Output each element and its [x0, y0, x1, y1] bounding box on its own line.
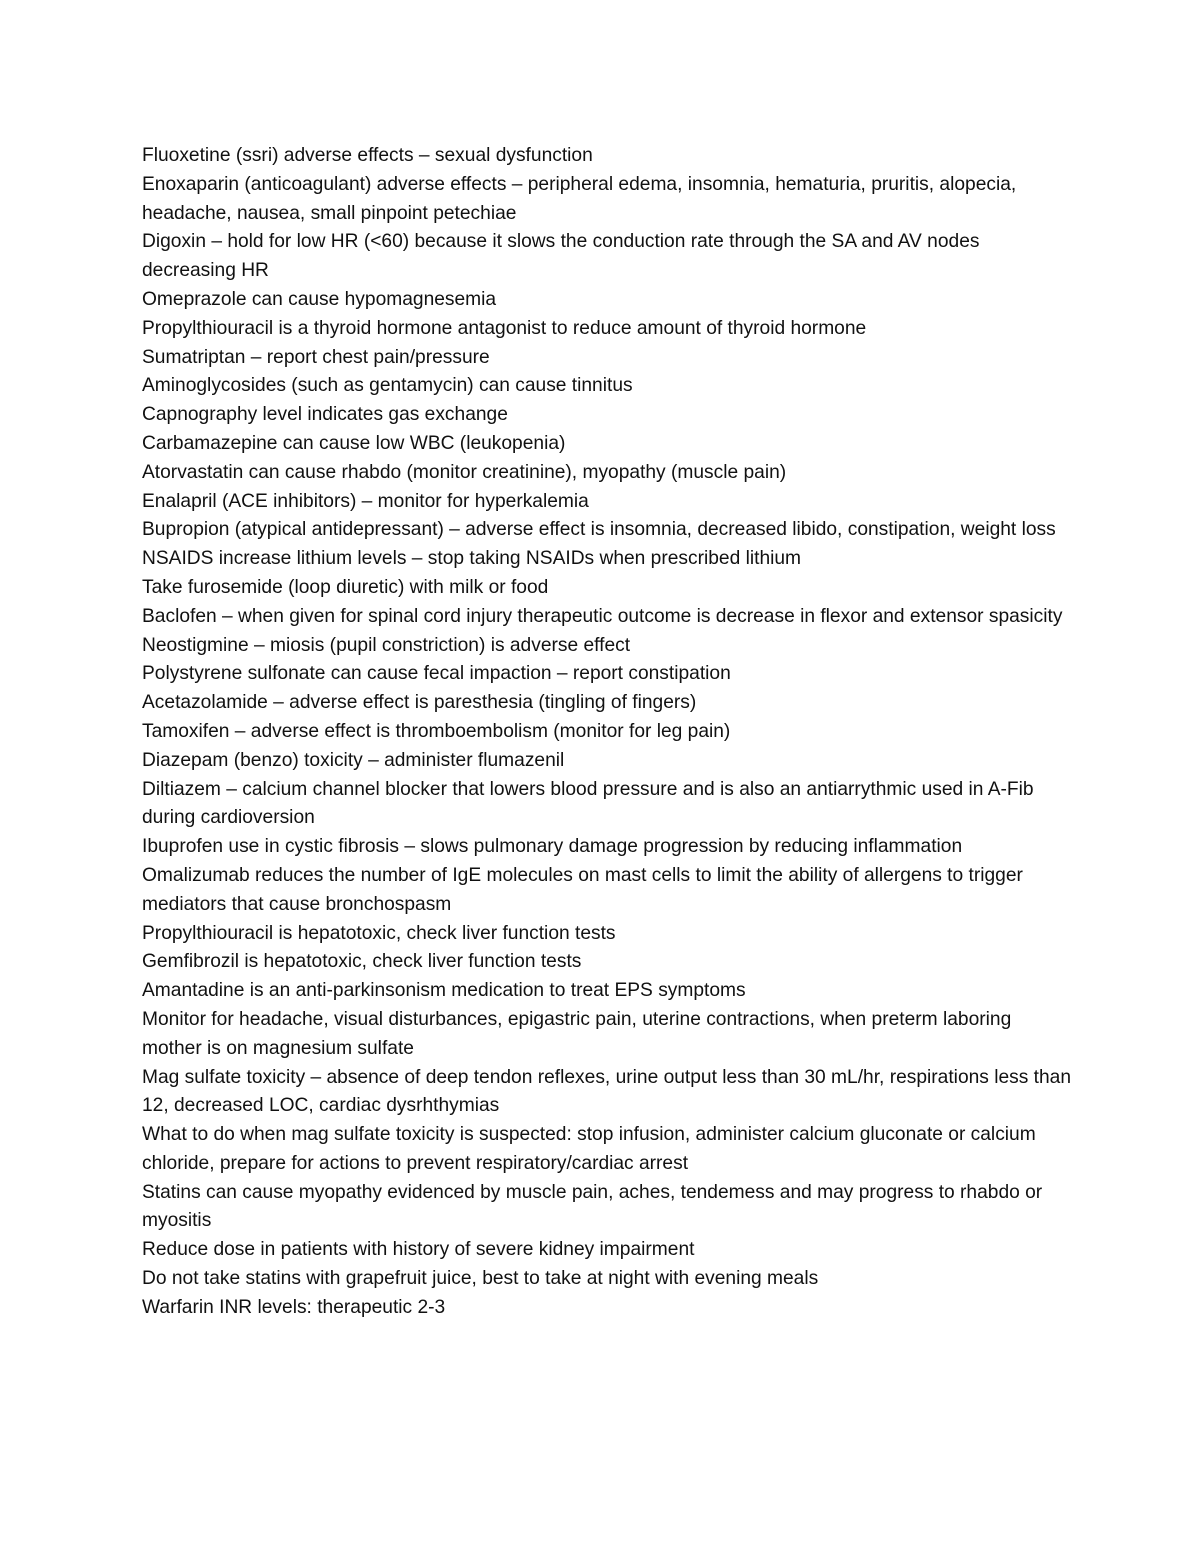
note-line: Omeprazole can cause hypomagnesemia: [142, 288, 497, 310]
note-line: Carbamazepine can cause low WBC (leukopenia): [142, 432, 566, 454]
note-line: Propylthiouracil is hepatotoxic, check liver function tests: [142, 922, 616, 944]
note-line: Monitor for headache, visual disturbances, epigastric pain, uterine contractions, when preterm laboring mother is on magnesium sulfate: [142, 1008, 1012, 1059]
note-line: Fluoxetine (ssri) adverse effects – sexual dysfunction: [142, 145, 593, 166]
note-line: Baclofen – when given for spinal cord injury therapeutic outcome is decrease in flexor and extensor spasicity: [142, 605, 1063, 627]
note-line: Polystyrene sulfonate can cause fecal impaction – report constipation: [142, 663, 731, 685]
note-line: Digoxin – hold for low HR (<60) because it slows the conduction rate through the SA and AV nodes decreasing HR: [142, 231, 980, 282]
note-line: What to do when mag sulfate toxicity is suspected: stop infusion, administer calcium gluconate or calcium chloride, prepare for actions to prevent respiratory/cardiac arrest: [142, 1124, 1036, 1174]
note-line: Enoxaparin (anticoagulant) adverse effects – peripheral edema, insomnia, hematuria, pruritis, alopecia, headache, nausea, small pinpoint petechiae: [142, 173, 1017, 224]
note-line: Enalapril (ACE inhibitors) – monitor for hyperkalemia: [142, 490, 589, 512]
note-line: Omalizumab reduces the number of IgE molecules on mast cells to limit the ability of allergens to trigger mediators that cause bronchospasm: [142, 864, 1023, 915]
note-line: Diazepam (benzo) toxicity – administer flumazenil: [142, 749, 565, 771]
note-line: Warfarin INR levels: therapeutic 2-3: [142, 1296, 446, 1318]
note-line: Gemfibrozil is hepatotoxic, check liver function tests: [142, 951, 582, 973]
document-body: [142, 142, 1072, 1323]
note-line: Do not take statins with grapefruit juice, best to take at night with evening meals: [142, 1268, 819, 1290]
note-line: Capnography level indicates gas exchange: [142, 404, 508, 426]
note-line: Propylthiouracil is a thyroid hormone antagonist to reduce amount of thyroid hormone: [142, 317, 867, 339]
note-line: NSAIDS increase lithium levels – stop taking NSAIDs when prescribed lithium: [142, 548, 802, 570]
note-line: Aminoglycosides (such as gentamycin) can cause tinnitus: [142, 375, 633, 397]
note-line: Sumatriptan – report chest pain/pressure: [142, 346, 490, 368]
note-line: Take furosemide (loop diuretic) with milk or food: [142, 576, 549, 598]
note-line: Atorvastatin can cause rhabdo (monitor creatinine), myopathy (muscle pain): [142, 461, 787, 483]
note-line: Ibuprofen use in cystic fibrosis – slows pulmonary damage progression by reducing inflammation: [142, 836, 963, 858]
note-line: Neostigmine – miosis (pupil constriction) is adverse effect: [142, 634, 631, 656]
note-line: Bupropion (atypical antidepressant) – adverse effect is insomnia, decreased libido, constipation, weight loss: [142, 519, 1056, 541]
note-line: Amantadine is an anti-parkinsonism medication to treat EPS symptoms: [142, 980, 746, 1002]
note-line: Acetazolamide – adverse effect is paresthesia (tingling of fingers): [142, 692, 697, 714]
note-line: Reduce dose in patients with history of severe kidney impairment: [142, 1239, 695, 1261]
note-line: Mag sulfate toxicity – absence of deep tendon reflexes, urine output less than 30 mL/hr, respirations less than 12, decreased LOC, cardiac dysrhthymias: [142, 1066, 1072, 1117]
note-line: Statins can cause myopathy evidenced by muscle pain, aches, tendemess and may progress to rhabdo or myositis: [142, 1181, 1043, 1232]
note-line: Tamoxifen – adverse effect is thromboembolism (monitor for leg pain): [142, 720, 731, 742]
note-line: Diltiazem – calcium channel blocker that lowers blood pressure and is also an antiarrythmic used in A-Fib during cardioversion: [142, 778, 1034, 829]
